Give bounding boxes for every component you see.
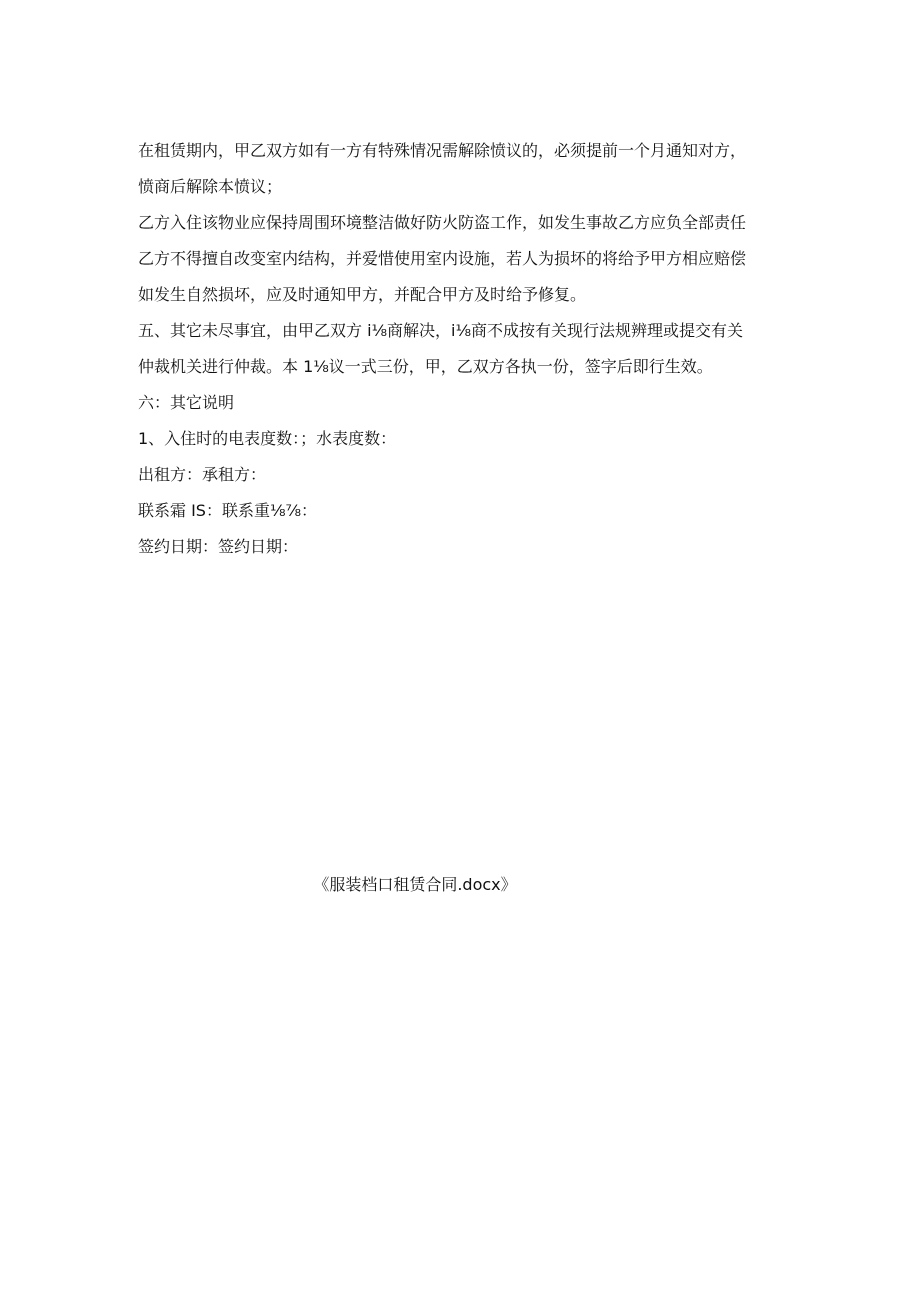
text-line-contact: 联系霜 IS：联系重⅛⅞： xyxy=(138,501,317,520)
text-line-termination: 在租赁期内，甲乙双方如有一方有特殊情况需解除愤议的，必须提前一个月通知对方， xyxy=(138,141,747,160)
text-line-parties: 出租方：承租方： xyxy=(138,465,267,484)
text-line-sign-date: 签约日期：签约日期： xyxy=(138,537,299,556)
text-line-section-five: 五、其它未尽事宜，由甲乙双方 i⅛商解决，i⅛商不成按有关现行法规辨理或提交有关 xyxy=(138,321,743,340)
text-line-termination-cont: 愤商后解除本愤议； xyxy=(138,177,283,196)
document-body xyxy=(138,133,798,565)
text-line-repair: 如发生自然损坏，应及时通知甲方，并配合甲方及时给予修复。 xyxy=(138,285,587,304)
text-line-arbitration: 仲裁机关进行仲裁。本 1⅛议一式三份，甲，乙双方各执一份，签字后即行生效。 xyxy=(138,357,713,376)
text-line-section-six: 六：其它说明 xyxy=(138,393,235,412)
text-line-structure: 乙方不得擅自改变室内结构，并爱惜使用室内设施，若人为损坏的将给予甲方相应赔偿 xyxy=(138,249,747,268)
text-line-hygiene: 乙方入住该物业应保持周围环境整洁做好防火防盗工作，如发生事故乙方应负全部责任 xyxy=(138,213,747,232)
document-filename-title: 《服装档口租赁合同.docx》 xyxy=(313,875,517,894)
text-line-meter-readings: 1、入住时的电表度数：；水表度数： xyxy=(138,429,397,448)
